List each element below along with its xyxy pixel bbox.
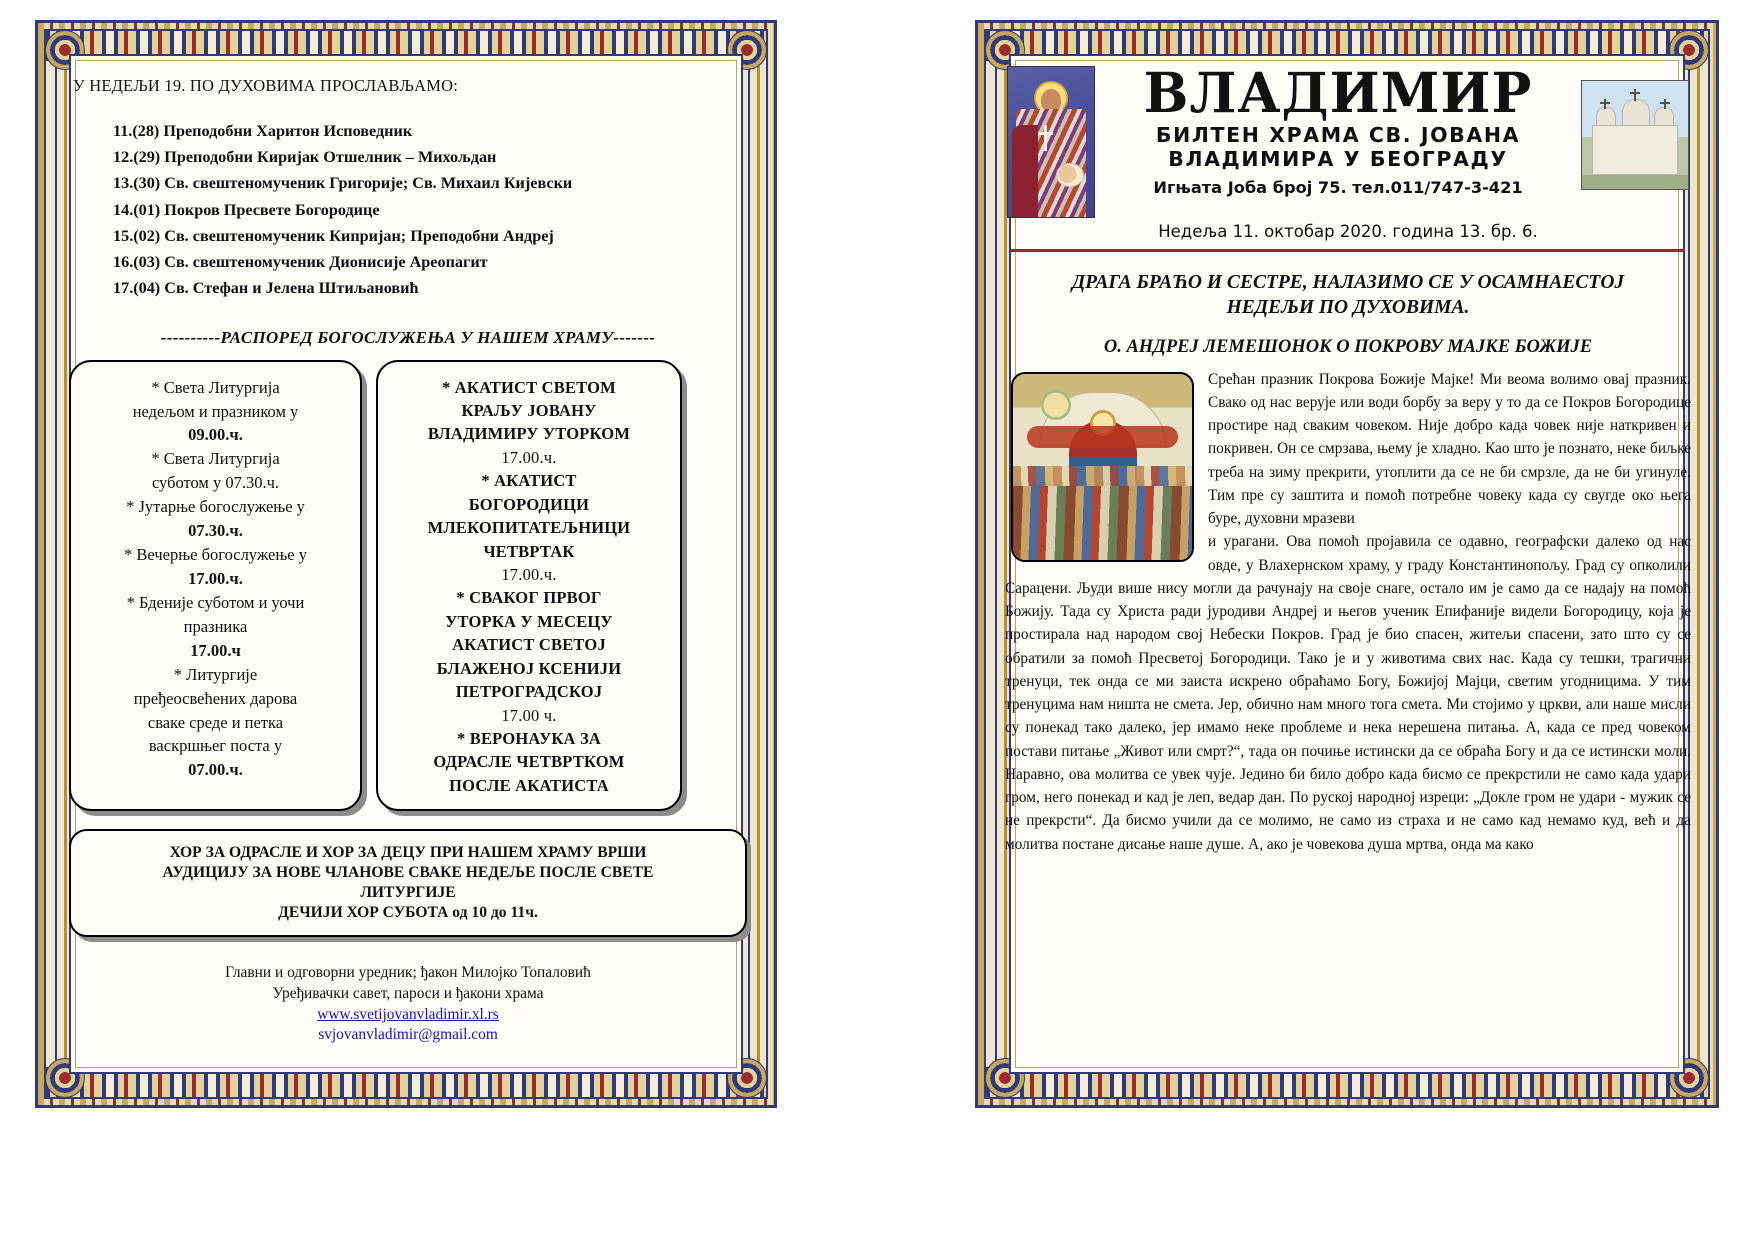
masthead xyxy=(1005,62,1691,218)
akathist-line: ЧЕТВРТАК xyxy=(483,541,575,561)
list-item: 15.(02) Св. свештеномученик Кипријан; Преподобни Андреј xyxy=(113,226,554,245)
feast-list xyxy=(73,118,751,302)
church-body-shape xyxy=(1592,125,1678,175)
bulletin-subtitle-line1: БИЛТЕН ХРАМА СВ. ЈОВАНА xyxy=(1155,122,1521,147)
choir-audition-box xyxy=(69,829,747,937)
article-body xyxy=(1005,368,1691,856)
services-box xyxy=(69,360,362,812)
service-line: * Света Литургија xyxy=(151,449,280,469)
cross-icon xyxy=(1604,99,1606,109)
saint-jovan-vladimir-icon xyxy=(1007,66,1095,218)
service-line: * Јутарње богослужење у xyxy=(126,497,305,517)
ground-shape xyxy=(1582,175,1688,189)
article-heading: О. АНДРЕЈ ЛЕМЕШОНОК О ПОКРОВУ МАЈКЕ БОЖИЈЕ xyxy=(1103,336,1593,357)
service-line: празника xyxy=(183,616,248,636)
akathist-line: КРАЉУ ЈОВАНУ xyxy=(461,401,597,421)
right-page-content xyxy=(1005,62,1691,1068)
service-line: * Света Литургија xyxy=(151,377,280,397)
service-line: васкршњег поста у xyxy=(148,736,283,756)
akathist-time: 17.00.ч. xyxy=(501,565,557,585)
service-line: * Литургије xyxy=(173,664,258,684)
akathist-line: МЛЕКОПИТАТЕЉНИЦИ xyxy=(427,518,631,538)
list-item: 11.(28) Преподобни Харитон Исповедник xyxy=(113,122,413,140)
christ-figure-shape xyxy=(1041,390,1071,420)
veil-shape xyxy=(1027,426,1178,448)
akathist-line: * АКАТИСТ СВЕТОМ xyxy=(442,377,616,397)
akathist-box xyxy=(376,360,682,812)
service-time: 09.00.ч. xyxy=(188,425,243,445)
akathist-line: * АКАТИСТ xyxy=(481,471,577,491)
akathist-time: 17.00.ч. xyxy=(501,447,557,467)
editor-line: Главни и одговорни уредник; ђакон Милојко Топаловић xyxy=(225,964,591,982)
akathist-line: * ВЕРОНАУКА ЗА xyxy=(456,728,602,748)
akathist-line: БОГОРОДИЦИ xyxy=(468,494,590,514)
list-item: 14.(01) Покров Пресвете Богородице xyxy=(113,200,380,219)
choir-line: ДЕЧИЈИ ХОР СУБОТА од 10 до 11ч. xyxy=(278,904,538,922)
church-address: Игњата Јоба број 75. тел.011/747-3-421 xyxy=(1153,178,1523,198)
cross-icon xyxy=(1664,99,1666,109)
list-item: 17.(04) Св. Стефан и Јелена Штиљановић xyxy=(113,279,419,298)
akathist-line: УТОРКА У МЕСЕЦУ xyxy=(445,611,613,631)
service-line: * Вечерње богослужење у xyxy=(124,545,307,565)
service-time: 17.00.ч. xyxy=(188,569,243,589)
akathist-line: * СВАКОГ ПРВОГ xyxy=(456,588,602,608)
masthead-divider xyxy=(1011,249,1685,252)
intro-heading-line2: НЕДЕЉИ ПО ДУХОВИМА. xyxy=(1226,297,1470,319)
held-head-shape xyxy=(1056,163,1084,187)
article-paragraph: Срећан празник Покрова Божије Мајке! Ми веома волимо овај празник. Свако од нас верује или води борбу за веру у то да се Покров Богородице простире над сваким човеком. Није добро када човек није наткривен и покривен. Он се смрзава, њему је хладно. Као што је познато, неке биљке треба на зиму прекрити, утоплити да се не би смрзле, да не би угинуле. Тим пре су заштита и помоћ потребне човеку када су свугде око њега буре, духовни мразеви xyxy=(1208,370,1691,528)
service-time: 17.00.ч xyxy=(190,640,241,660)
service-line: суботом у 07.30.ч. xyxy=(151,473,280,493)
left-page xyxy=(35,20,777,1108)
intro-heading-line1: ДРАГА БРАЋО И СЕСТРЕ, НАЛАЗИМО СЕ У ОСАМНАЕСТОЈ xyxy=(1071,272,1625,293)
list-item: 12.(29) Преподобни Киријак Отшелник – Михољдан xyxy=(113,148,497,167)
choir-line: ЛИТУРГИЈЕ xyxy=(360,884,456,902)
service-line: * Бденије суботом и уочи xyxy=(126,592,305,612)
akathist-line: ПЕТРОГРАДСКОЈ xyxy=(455,682,603,702)
akathist-line: АКАТИСТ СВЕТОЈ xyxy=(452,635,606,655)
cross-icon xyxy=(1044,125,1047,151)
list-item: 16.(03) Св. свештеномученик Дионисије Ареопагит xyxy=(113,253,488,272)
schedule-title: ----------РАСПОРЕД БОГОСЛУЖЕЊА У НАШЕМ ХРАМУ------- xyxy=(160,327,656,347)
akathist-time: 17.00 ч. xyxy=(501,705,557,725)
choir-line: ХОР ЗА ОДРАСЛЕ И ХОР ЗА ДЕЦУ ПРИ НАШЕМ ХРАМУ ВРШИ xyxy=(169,844,647,862)
bulletin-subtitle-line2: ВЛАДИМИРА У БЕОГРАДУ xyxy=(1168,146,1508,171)
list-item: 13.(30) Св. свештеномученик Григорије; Св. Михаил Кијевски xyxy=(113,174,573,193)
issue-date-line: Недеља 11. октобар 2020. година 13. бр. 6. xyxy=(1158,222,1538,241)
akathist-line: ПОСЛЕ АКАТИСТА xyxy=(449,775,609,795)
bulletin-title: ВЛАДИМИР xyxy=(1143,62,1533,126)
email-address[interactable]: svjovanvladimir@gmail.com xyxy=(318,1026,498,1044)
akathist-line: ОДРАСЛЕ ЧЕТВРТКОМ xyxy=(433,752,625,772)
choir-line: АУДИЦИЈУ ЗА НОВЕ ЧЛАНОВЕ СВАКЕ НЕДЕЉЕ ПОСЛЕ СВЕТЕ xyxy=(162,864,654,882)
cloak-shape xyxy=(1012,125,1038,217)
service-line: сваке среде и петка xyxy=(147,712,284,732)
schedule-boxes-row xyxy=(65,360,751,812)
akathist-line: ВЛАДИМИРУ УТОРКОМ xyxy=(427,424,631,444)
editorial-board-line: Уређивачки савет, пароси и ђакони храма xyxy=(272,984,544,1002)
church-photo xyxy=(1581,80,1689,190)
left-page-content xyxy=(65,62,751,1066)
crowd-lower-shape xyxy=(1013,486,1192,560)
intro-heading xyxy=(1021,270,1675,321)
week-heading: У НЕДЕЉИ 19. ПО ДУХОВИМА ПРОСЛАВЉАМО: xyxy=(73,76,459,95)
colophon xyxy=(65,963,751,1046)
masthead-text xyxy=(1105,62,1571,198)
service-time: 07.00.ч. xyxy=(188,760,243,780)
service-line: недељом и празником у xyxy=(132,401,299,421)
service-time: 07.30.ч. xyxy=(188,521,243,541)
right-page xyxy=(975,20,1719,1108)
article-paragraph: и урагани. Ова помоћ пројавила се одавно, географски далеко од нас овде, у Влахернском храму, у граду Константинопољу. Град су опколили Сарацени. Људи више нису могли да рачунају на своје снаге, остало им је само да се надају на помоћ Божију. Тада су Христа ради јуродиви Андреј и његов ученик Епифаније видели Богородицу, која је простирала над народом свој Небески Покров. Град је био спасен, житељи спасени, зато што су се обратили за помоћ Пресветој Богородици. Тако је и у животима свих нас. Када су тешки, трагични тренуци, тек онда се ми заиста искрено обраћамо Богу, Божијој Мајци, светим угодницима. У тим тренуцима нам ништа не смета. Јер, обично нам много тога смета. Ми стојимо у цркви, али наше мисли су понекад тако далеко, јер имамо неке проблеме и нека нерешена питања. А, када се пред човеком постави питање „Живот или смрт?“, тада он почиње истински да се обраћа Богу и да се истински моли. Наравно, ова молитва се увек чује. Једино би било добро када бисмо се прекрстили не само када удари гром, него понекад и кад је леп, ведар дан. По руској народној изреци: „Докле гром не удари - мужик се не прекрсти“. Да бисмо учили да се молимо, не само из страха и не само кад немамо куд, већ и да молитва постане дисање наше душе. А, ако је човекова душа мртва, онда ма како xyxy=(1005,533,1691,853)
cross-icon xyxy=(1634,89,1636,101)
akathist-line: БЛАЖЕНОЈ КСЕНИЈИ xyxy=(436,658,622,678)
pokrov-bogorodice-icon xyxy=(1011,372,1194,562)
service-line: пређеосвећених дарова xyxy=(133,688,298,708)
website-link[interactable]: www.svetijovanvladimir.xl.rs xyxy=(317,1005,499,1023)
